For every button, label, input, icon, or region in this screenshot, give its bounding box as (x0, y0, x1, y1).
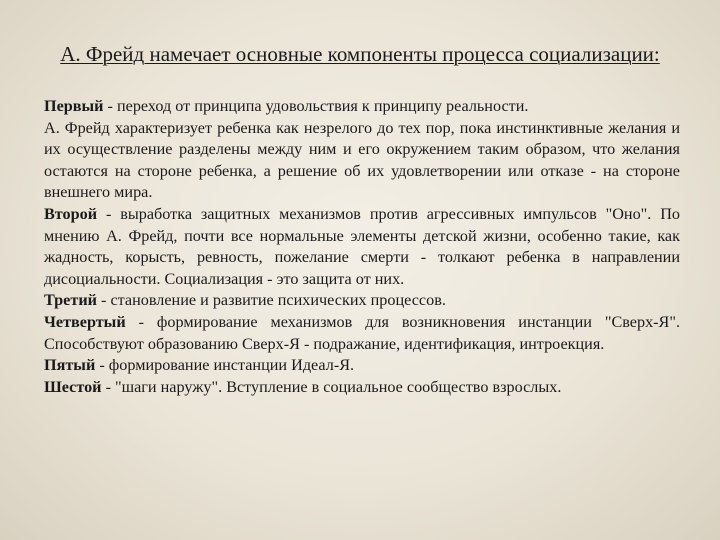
paragraph-text: выработка защитных механизмов против агрессивных импульсов "Оно". По мнению А. Фрейд, почти все нормальные элементы детской жизни, особенно такие, как жадность, корысть, ревность, пожелание смерти - толкают ребенка в направлении дисоциальности. Социализация - это защита от них. (44, 204, 680, 288)
paragraph-fourth (44, 312, 680, 355)
paragraph-first (44, 96, 680, 118)
slide-title: А. Фрейд намечает основные компоненты процесса социализации: (60, 42, 660, 66)
separator: - (97, 204, 121, 223)
paragraph-text: А. Фрейд характеризует ребенка как незрелого до тех пор, пока инстинктивные желания и их осуществление разделены между ним и его окружением таким образом, что желания остаются на стороне ребенка, а решение об их удовлетворении или отказе - на стороне внешнего мира. (44, 118, 680, 202)
separator: - (101, 377, 115, 396)
lead-word: Пятый (44, 356, 96, 375)
paragraph-text: формирование инстанции Идеал-Я. (108, 356, 355, 375)
paragraph-fifth (44, 355, 680, 377)
paragraph-third (44, 290, 680, 312)
separator: - (103, 97, 117, 115)
paragraph-text: становление и развитие психических процессов. (110, 291, 446, 310)
separator: - (125, 312, 157, 331)
paragraph-sixth (44, 377, 680, 399)
paragraph-text: формирование механизмов для возникновения инстанции "Сверх-Я". Способствуют образованию Сверх-Я - подражание, идентификация, интроекция. (44, 312, 681, 353)
lead-word: Второй (44, 204, 98, 223)
paragraph-text: переход от принципа удовольствия к принципу реальности. (116, 97, 529, 115)
lead-word: Третий (44, 291, 97, 310)
paragraph-explanation (44, 118, 680, 204)
paragraph-text: "шаги наружу". Вступление в социальное сообщество взрослых. (115, 377, 562, 396)
separator: - (96, 291, 111, 310)
slide-body (44, 96, 680, 398)
lead-word: Первый (44, 97, 104, 115)
lead-word: Шестой (44, 377, 102, 396)
paragraph-second (44, 204, 680, 290)
lead-word: Четвертый (44, 312, 126, 331)
separator: - (95, 356, 109, 375)
